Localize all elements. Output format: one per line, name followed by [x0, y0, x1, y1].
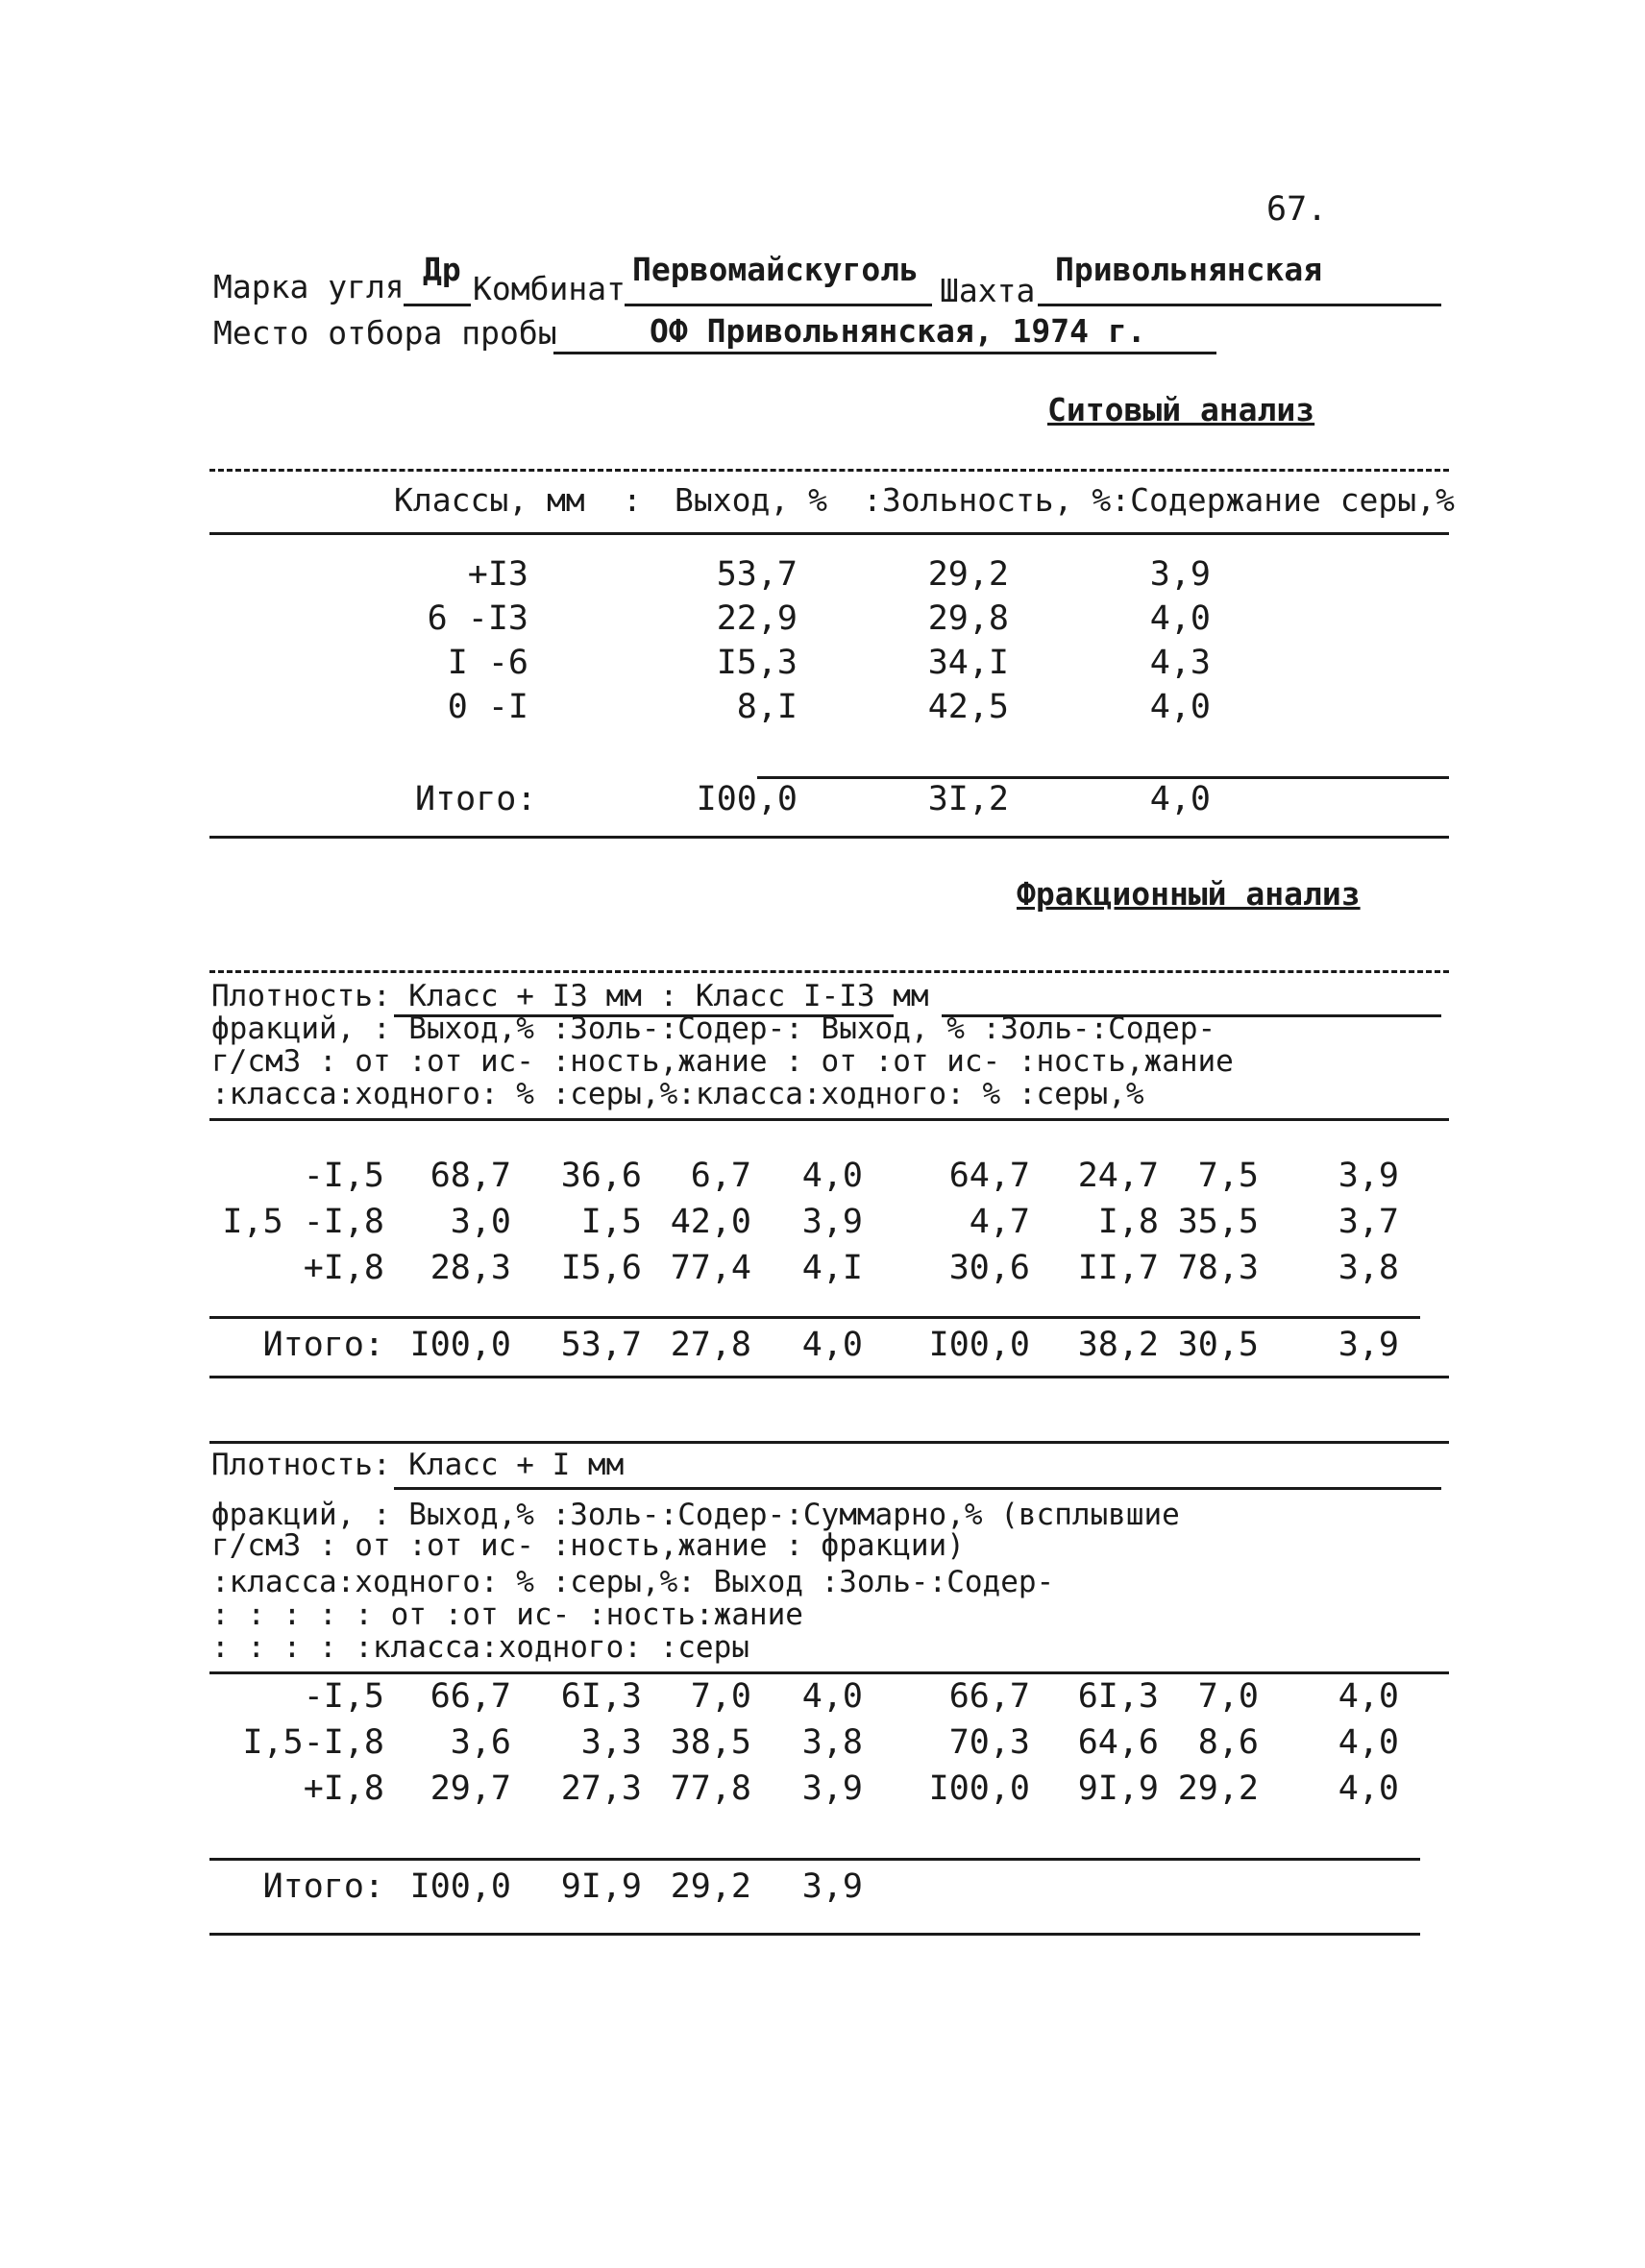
value-cell: 7,0: [690, 1677, 751, 1716]
value-cell: I00,0: [409, 1326, 511, 1364]
value-cell: 6I,3: [1077, 1677, 1159, 1716]
value-cell: 28,3: [430, 1249, 511, 1287]
density-cell: +I,8: [303, 1249, 384, 1287]
value-cell: 64,6: [1077, 1723, 1159, 1762]
value-cell: 3,9: [801, 1867, 863, 1906]
value-cell: II,7: [1077, 1249, 1159, 1287]
value-cell: 3,6: [450, 1723, 511, 1762]
value-cell: 4,0: [801, 1157, 863, 1195]
value-cell: 3,0: [450, 1203, 511, 1241]
density-cell: -I,5: [303, 1157, 384, 1195]
value-cell: 7,5: [1197, 1157, 1259, 1195]
fraction-header-line: :класса:ходного: % :серы,%:класса:ходного: % :серы,%: [211, 1077, 1144, 1111]
value-cell: 68,7: [430, 1157, 511, 1195]
value-cell: 42,0: [670, 1203, 751, 1241]
value-cell: 3,3: [580, 1723, 642, 1762]
value-cell: 3,8: [1338, 1249, 1399, 1287]
value-cell: 4,I: [801, 1249, 863, 1287]
value-cell: 4,0: [801, 1326, 863, 1364]
value-cell: 27,8: [670, 1326, 751, 1364]
value-cell: I,5: [580, 1203, 642, 1241]
value-cell: 66,7: [948, 1677, 1030, 1716]
mesto-label: Место отбора пробы: [213, 314, 557, 352]
class1-header-line: : : : : :класса:ходного: :серы: [211, 1630, 749, 1665]
page-number: 67.: [1266, 190, 1328, 229]
value-cell: 4,0: [1338, 1723, 1399, 1762]
class1-header-line: г/см3 : от :от ис- :ность,жание : фракции): [211, 1528, 965, 1563]
fraction-header-line: г/см3 : от :от ис- :ность,жание : от :от ис- :ность,жание: [211, 1044, 1234, 1079]
density-cell: Итого:: [262, 1326, 384, 1364]
value-cell: 8,6: [1197, 1723, 1259, 1762]
value-cell: 70,3: [948, 1723, 1030, 1762]
value-cell: 24,7: [1077, 1157, 1159, 1195]
value-cell: 3,9: [1338, 1326, 1399, 1364]
marka-label: Марка угля: [213, 268, 405, 305]
value-cell: 27,3: [560, 1769, 642, 1808]
fraction-title: Фракционный анализ: [1017, 875, 1361, 913]
value-cell: 4,0: [1338, 1769, 1399, 1808]
value-cell: 29,7: [430, 1769, 511, 1808]
kombinat-label: Комбинат: [473, 270, 626, 307]
value-cell: 38,5: [670, 1723, 751, 1762]
value-cell: 3,8: [801, 1723, 863, 1762]
value-cell: 38,2: [1077, 1326, 1159, 1364]
density-cell: I,5-I,8: [242, 1723, 384, 1762]
value-cell: 4,7: [969, 1203, 1030, 1241]
value-cell: 3,7: [1338, 1203, 1399, 1241]
density-cell: +I,8: [303, 1769, 384, 1808]
value-cell: 4,0: [801, 1677, 863, 1716]
value-cell: I5,6: [560, 1249, 642, 1287]
value-cell: 7,0: [1197, 1677, 1259, 1716]
density-cell: I,5 -I,8: [222, 1203, 384, 1241]
value-cell: 3,9: [801, 1203, 863, 1241]
value-cell: 77,8: [670, 1769, 751, 1808]
density-cell: Итого:: [262, 1867, 384, 1906]
value-cell: 6I,3: [560, 1677, 642, 1716]
value-cell: 3,9: [801, 1769, 863, 1808]
value-cell: 36,6: [560, 1157, 642, 1195]
shakhta-label: Шахта: [940, 272, 1036, 309]
value-cell: 6,7: [690, 1157, 751, 1195]
value-cell: 4,0: [1338, 1677, 1399, 1716]
class1-header-line: Плотность: Класс + I мм: [211, 1448, 625, 1482]
sieve-title: Ситовый анализ: [1047, 391, 1315, 428]
value-cell: 3,9: [1338, 1157, 1399, 1195]
value-cell: 9I,9: [560, 1867, 642, 1906]
value-cell: 64,7: [948, 1157, 1030, 1195]
value-cell: 78,3: [1177, 1249, 1259, 1287]
class1-header-line: : : : : : от :от ис- :ность:жание: [211, 1597, 803, 1632]
value-cell: 29,2: [1177, 1769, 1259, 1808]
shakhta-value: Привольнянская: [1055, 251, 1323, 288]
value-cell: I00,0: [928, 1326, 1030, 1364]
marka-value: Др: [423, 251, 461, 288]
sieve-header-sep: :: [623, 481, 642, 519]
value-cell: 35,5: [1177, 1203, 1259, 1241]
value-cell: 30,5: [1177, 1326, 1259, 1364]
mesto-value: ОФ Привольнянская, 1974 г.: [650, 312, 1146, 350]
class1-header-line: фракций, : Выход,% :Золь-:Содер-:Суммарно,% (всплывшие: [211, 1498, 1180, 1532]
class1-header-line: :класса:ходного: % :серы,%: Выход :Золь-:Содер-: [211, 1565, 1055, 1599]
density-cell: -I,5: [303, 1677, 384, 1716]
value-cell: I,8: [1097, 1203, 1159, 1241]
fraction-header-line: Плотность: Класс + I3 мм : Класс I-I3 мм: [211, 979, 929, 1013]
value-cell: 77,4: [670, 1249, 751, 1287]
value-cell: 30,6: [948, 1249, 1030, 1287]
fraction-header-line: фракций, : Выход,% :Золь-:Содер-: Выход, % :Золь-:Содер-: [211, 1012, 1216, 1046]
kombinat-value: Первомайскуголь: [632, 251, 920, 288]
value-cell: 53,7: [560, 1326, 642, 1364]
sieve-header-yield: Выход, %: [675, 481, 827, 519]
value-cell: I00,0: [928, 1769, 1030, 1808]
value-cell: 29,2: [670, 1867, 751, 1906]
value-cell: I00,0: [409, 1867, 511, 1906]
sieve-header-class: Классы, мм: [394, 481, 585, 519]
value-cell: 9I,9: [1077, 1769, 1159, 1808]
value-cell: 66,7: [430, 1677, 511, 1716]
sieve-header-ash-sulfur: :Зольность, %:Содержание серы,%: [863, 481, 1455, 519]
